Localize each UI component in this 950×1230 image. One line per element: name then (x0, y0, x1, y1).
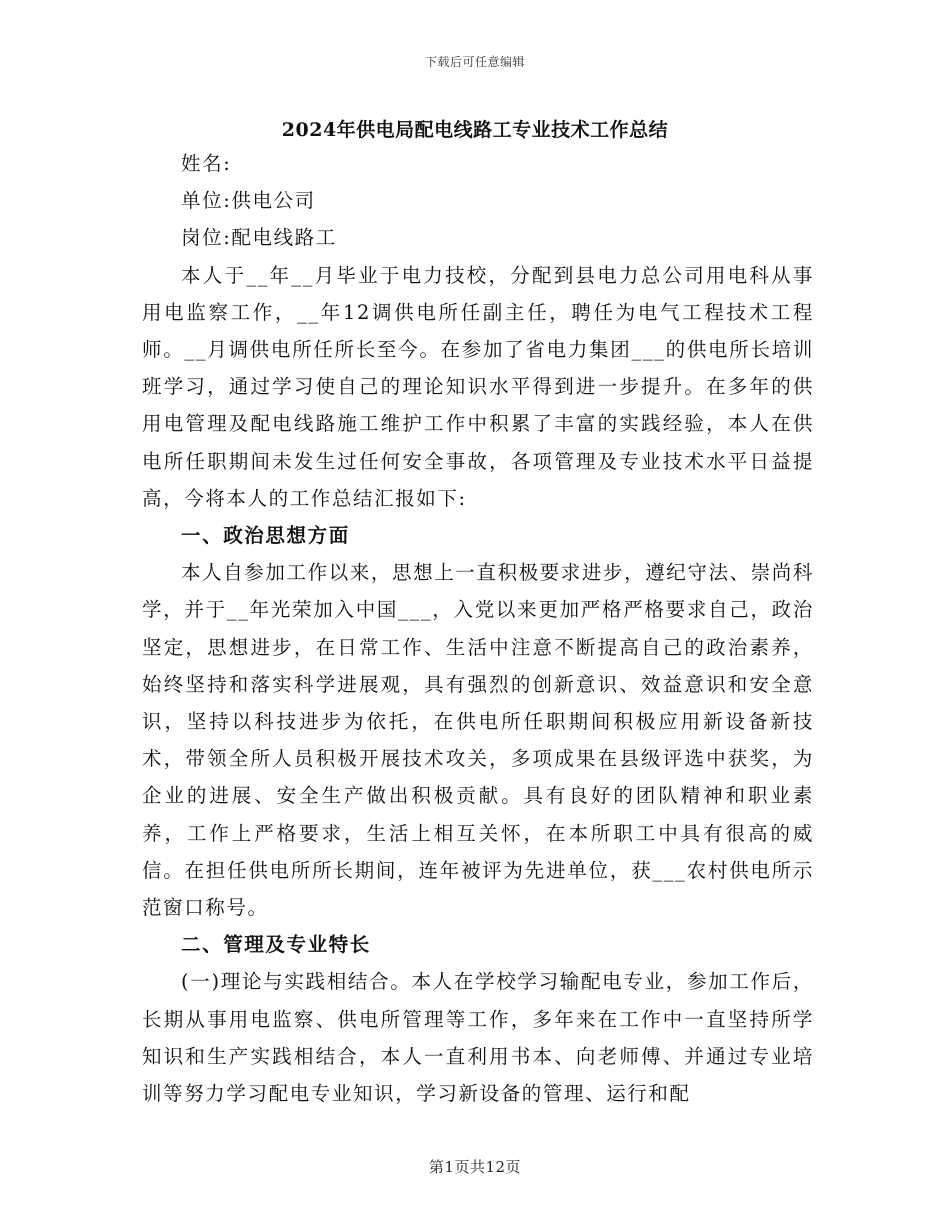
intro-paragraph: 本人于__年__月毕业于电力技校，分配到县电力总公司用电科从事用电监察工作，__年12调供电所任副主任，聘任为电气工程技术工程师。__月调供电所任所长至今。在参加了省电力集团___的供电所长培训班学习，通过学习使自己的理论知识水平得到进一步提升。在多年的供用电管理及配电线路施工维护工作中积累了丰富的实践经验，本人在供电所任职期间未发生过任何安全事故，各项管理及专业技术水平日益提高，今将本人的工作总结汇报如下: (142, 263, 814, 510)
field-position: 岗位:配电线路工 (181, 226, 337, 250)
header-note: 下载后可任意编辑 (424, 55, 525, 69)
page-number: 第1页共12页 (428, 1158, 522, 1176)
field-name: 姓名: (181, 152, 232, 175)
document-title: 2024年供电局配电线路工专业技术工作总结 (281, 119, 669, 141)
field-unit: 单位:供电公司 (181, 189, 316, 213)
document-body (142, 145, 814, 1112)
section-paragraph-management: (一)理论与实践相结合。本人在学校学习输配电专业，参加工作后，长期从事用电监察、供电所管理等工作，多年来在工作中一直坚持所学知识和生产实践相结合，本人一直利用书本、向老师傅、并通过专业培训等努力学习配电专业知识，学习新设备的管理、运行和配 (142, 970, 814, 1106)
section-paragraph-political: 本人自参加工作以来，思想上一直积极要求进步，遵纪守法、崇尚科学，并于__年光荣加入中国___，入党以来更加严格严格要求自己，政治坚定，思想进步，在日常工作、生活中注意不断提高自己的政治素养，始终坚持和落实科学进展观，具有强烈的创新意识、效益意识和安全意识，坚持以科技进步为依托，在供电所任职期间积极应用新设备新技术，带领全所人员积极开展技术攻关，多项成果在县级评选中获奖，为企业的进展、安全生产做出积极贡献。具有良好的团队精神和职业素养，工作上严格要求，生活上相互关怀，在本所职工中具有很高的威信。在担任供电所所长期间，连年被评为先进单位，获___农村供电所示范窗口称号。 (142, 561, 815, 920)
section-heading-political: 一、政治思想方面 (181, 524, 350, 548)
section-heading-management: 二、管理及专业特长 (181, 933, 371, 957)
